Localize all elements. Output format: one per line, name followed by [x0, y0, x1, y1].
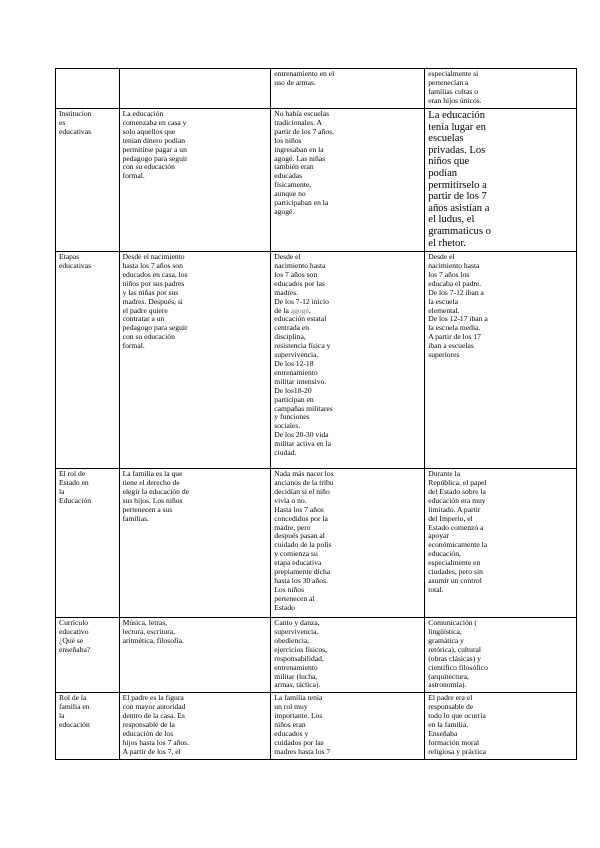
- cell-text-part: , educación estatal centrada en disciplina, resistencia física y supervivencia. De los 12-18 entrenamiento militar intensivo. De los18-20 participan en campañas militares y funciones sociales. De los 20-30 vida militar activa en la ciudad.: [274, 305, 333, 458]
- table-cell: El padre es la figura con mayor autoridad dentro de la casa. Es responsable de la educación de los hijos hasta los 7 años. A partir de los 7, el: [119, 693, 271, 759]
- table-row: [56, 693, 577, 759]
- table-cell: Desde el nacimiento hasta los 7 años los educaba el padre. De los 7-12 iban a la escuela elemental. De los 12-17 iban a la escuela media. A partir de los 17 iban a escuelas superiores: [425, 252, 577, 469]
- table-cell: Durante la República, el papel del Estado sobre la educación era muy limitado. A partir del Imperio, el Estado comenzó a apoyar económicamente la educación, especialmente en ciudades, pero sin asumir un control total.: [425, 469, 577, 618]
- agoge-term: agogé: [290, 305, 309, 315]
- table-row: [56, 109, 577, 252]
- table-cell: La educación comenzaba en casa y solo aquellos que tenían dinero podían permitirse pagar a un pedagogo para seguir con su educación formal.: [119, 109, 271, 252]
- table-cell: [271, 252, 425, 469]
- row-header-cell: Etapas educativas: [56, 252, 120, 469]
- table-cell: La familia tenía un rol muy importante. Los niños eran educados y cuidados por las madres hasta los 7: [271, 693, 425, 759]
- table-cell: Desde el nacimiento hasta los 7 años son educados en casa, los niños por sus padres y las niñas por sus madres. Después, si el padre quiere contratar a un pedagogo para seguir con su educación formal.: [119, 252, 271, 469]
- row-header-cell: Currículo educativo ¿Qué se enseñaba?: [56, 618, 120, 693]
- comparison-table: [55, 68, 577, 760]
- table-cell: Música, letras, lectura, escritura, aritmética, filosofía.: [119, 618, 271, 693]
- table-cell: entrenamiento en el uso de armas.: [271, 69, 425, 109]
- row-header-cell: [56, 69, 120, 109]
- table-cell: La familia es la que tiene el derecho de elegir la educación de sus hijos. Los niños pertenecen a sus familias.: [119, 469, 271, 618]
- table-row: [56, 252, 577, 469]
- table-row: [56, 618, 577, 693]
- table-cell: Canto y danza, supervivencia, obediencia, ejercicios físicos, responsabilidad, entrenamiento militar (lucha, armas, táctica).: [271, 618, 425, 693]
- table-cell: El padre era el responsable de todo lo que ocurría en la familia. Enseñaba formación moral religiosa y práctica: [425, 693, 577, 759]
- cell-text-part: Desde el nacimiento hasta los 7 años son educados por las madres. De los 7-12 inicio de la: [274, 252, 329, 315]
- table-cell: Nada más nacer los ancianos de la tribu decidían si el niño vivía o no. Hasta los 7 años concedidos por la madre, pero después pasan al cuidado de la polis y comienza su etapa educativa prepiamente dicha hasta los 30 años. Los niños pertenecen al Estado: [271, 469, 425, 618]
- table-row: [56, 469, 577, 618]
- table-cell: No había escuelas tradicionales. A partir de los 7 años, los niños ingresaban en la agogé. Las niñas también eran educadas físicamente, aunque no participaban en la agogé.: [271, 109, 425, 252]
- table-cell: La educación tenía lugar en escuelas privadas. Los niños que podían permitírselo a partir de los 7 años asistían a el ludus, el grammaticus o el rhetor.: [425, 109, 577, 252]
- row-header-cell: Rol de la familia en la educación: [56, 693, 120, 759]
- row-header-cell: El rol de Estado en la Educación: [56, 469, 120, 618]
- table-cell: especialmente si pertenecían a familias cultas o eran hijos únicos.: [425, 69, 577, 109]
- table-row: [56, 69, 577, 109]
- table-cell: [119, 69, 271, 109]
- row-header-cell: Institucion es educativas: [56, 109, 120, 252]
- table-cell: Comunicación ( lingüística, gramática y retórica), cultural (obras clásicas) y científico filosófico (arquitectura, astronomía).: [425, 618, 577, 693]
